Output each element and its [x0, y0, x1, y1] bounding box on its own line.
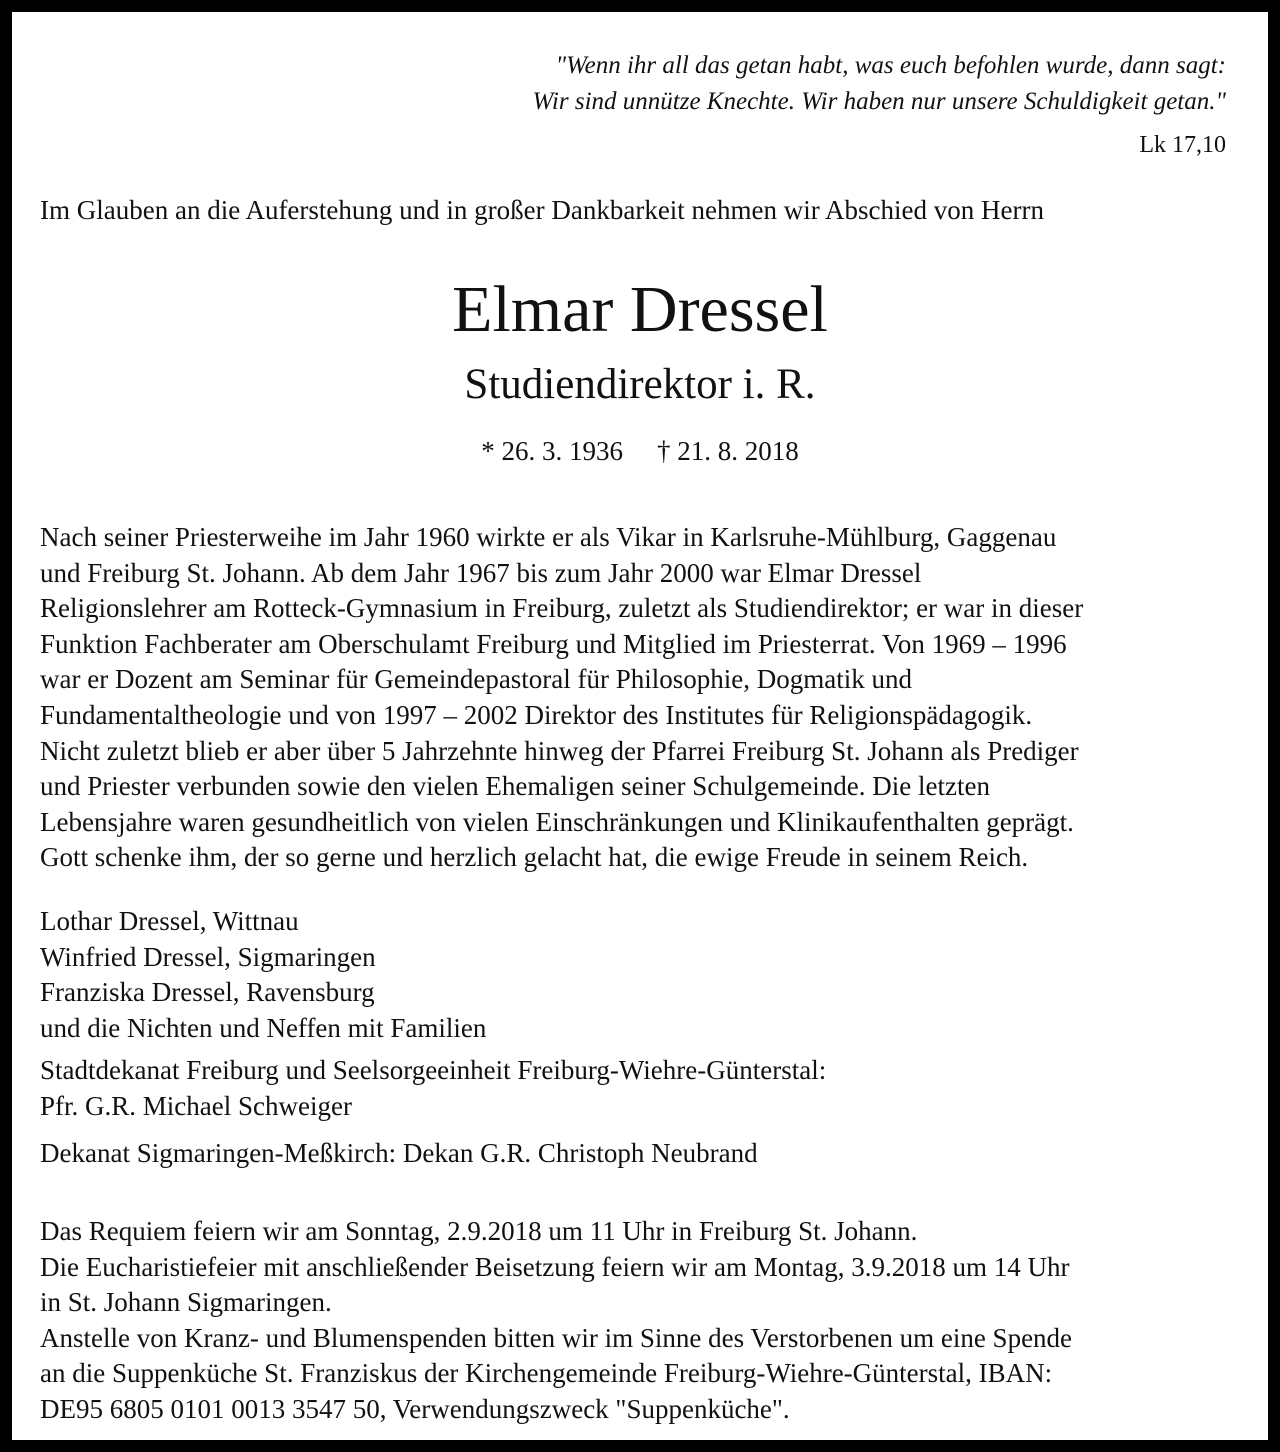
- mourner-line: Winfried Dressel, Sigmaringen: [40, 941, 376, 972]
- deanery-line: Dekanat Sigmaringen-Meßkirch: Dekan G.R. Christoph Neubrand: [40, 1138, 758, 1168]
- biography-line: Gott schenke ihm, der so gerne und herzlich gelacht hat, die ewige Freude in seinem Reich.: [40, 842, 1029, 873]
- quote-line: Wir sind unnütze Knechte. Wir haben nur unsere Schuldigkeit getan.": [532, 88, 1226, 115]
- service-line: Die Eucharistiefeier mit anschließender Beisetzung feiern wir am Montag, 3.9.2018 um 14 Uhr: [40, 1251, 1070, 1282]
- biography-line: Lebensjahre waren gesundheitlich von vielen Einschränkungen und Klinikaufenthalten geprägt.: [40, 806, 1074, 837]
- bible-quote: [532, 48, 1226, 120]
- deanery-line: Stadtdekanat Freiburg und Seelsorgeeinheit Freiburg-Wiehre-Günterstal:: [40, 1055, 827, 1085]
- service-line: DE95 6805 0101 0013 3547 50, Verwendungszweck "Suppenküche".: [40, 1393, 790, 1424]
- deanery-sigmaringen: [40, 1136, 758, 1172]
- service-line: in St. Johann Sigmaringen.: [40, 1287, 332, 1318]
- funeral-service-info: [40, 1214, 1072, 1428]
- service-line: Anstelle von Kranz- und Blumenspenden bitten wir im Sinne des Verstorbenen um eine Spende: [40, 1322, 1073, 1353]
- biography-line: Fundamentaltheologie und von 1997 – 2002 Direktor des Institutes für Religionspädagogik.: [40, 699, 1033, 730]
- family-mourners: [40, 904, 486, 1046]
- service-line: an die Suppenküche St. Franziskus der Kirchengemeinde Freiburg-Wiehre-Günterstal, IBAN:: [40, 1358, 1053, 1389]
- mourner-line: Lothar Dressel, Wittnau: [40, 906, 299, 936]
- birth-date: * 26. 3. 1936: [481, 436, 623, 466]
- mourner-line: und die Nichten und Neffen mit Familien: [40, 1012, 487, 1043]
- service-line: Das Requiem feiern wir am Sonntag, 2.9.2018 um 11 Uhr in Freiburg St. Johann.: [40, 1216, 918, 1246]
- deanery-freiburg: [40, 1053, 826, 1124]
- biography-line: Religionslehrer am Rotteck-Gymnasium in Freiburg, zuletzt als Studiendirektor; er war in dieser: [40, 593, 1084, 624]
- quote-reference: Lk 17,10: [1139, 132, 1226, 158]
- biography-line: Funktion Fachberater am Oberschulamt Freiburg und Mitglied im Priesterrat. Von 1969 – 1996: [40, 628, 1067, 659]
- intro-text: Im Glauben an die Auferstehung und in großer Dankbarkeit nehmen wir Abschied von Herrn: [40, 195, 1044, 225]
- quote-line: "Wenn ihr all das getan habt, was euch befohlen wurde, dann sagt:: [555, 52, 1226, 79]
- life-dates: [12, 432, 1268, 470]
- deanery-line: Pfr. G.R. Michael Schweiger: [40, 1090, 352, 1121]
- biography-line: und Priester verbunden sowie den vielen Ehemaligen seiner Schulgemeinde. Die letzten: [40, 771, 990, 802]
- biography-line: Nicht zuletzt blieb er aber über 5 Jahrzehnte hinweg der Pfarrei Freiburg St. Johann als Prediger: [40, 735, 1079, 766]
- biography-line: Nach seiner Priesterweihe im Jahr 1960 wirkte er als Vikar in Karlsruhe-Mühlburg, Gaggenau: [40, 522, 1057, 552]
- deceased-name: Elmar Dressel: [452, 273, 828, 346]
- biography-line: und Freiburg St. Johann. Ab dem Jahr 1967 bis zum Jahr 2000 war Elmar Dressel: [40, 557, 922, 588]
- death-date: † 21. 8. 2018: [657, 436, 799, 466]
- deceased-title: Studiendirektor i. R.: [464, 361, 816, 408]
- biography: [40, 520, 1083, 876]
- biography-line: war er Dozent am Seminar für Gemeindepastoral für Philosophie, Dogmatik und: [40, 664, 913, 695]
- mourner-line: Franziska Dressel, Ravensburg: [40, 977, 375, 1008]
